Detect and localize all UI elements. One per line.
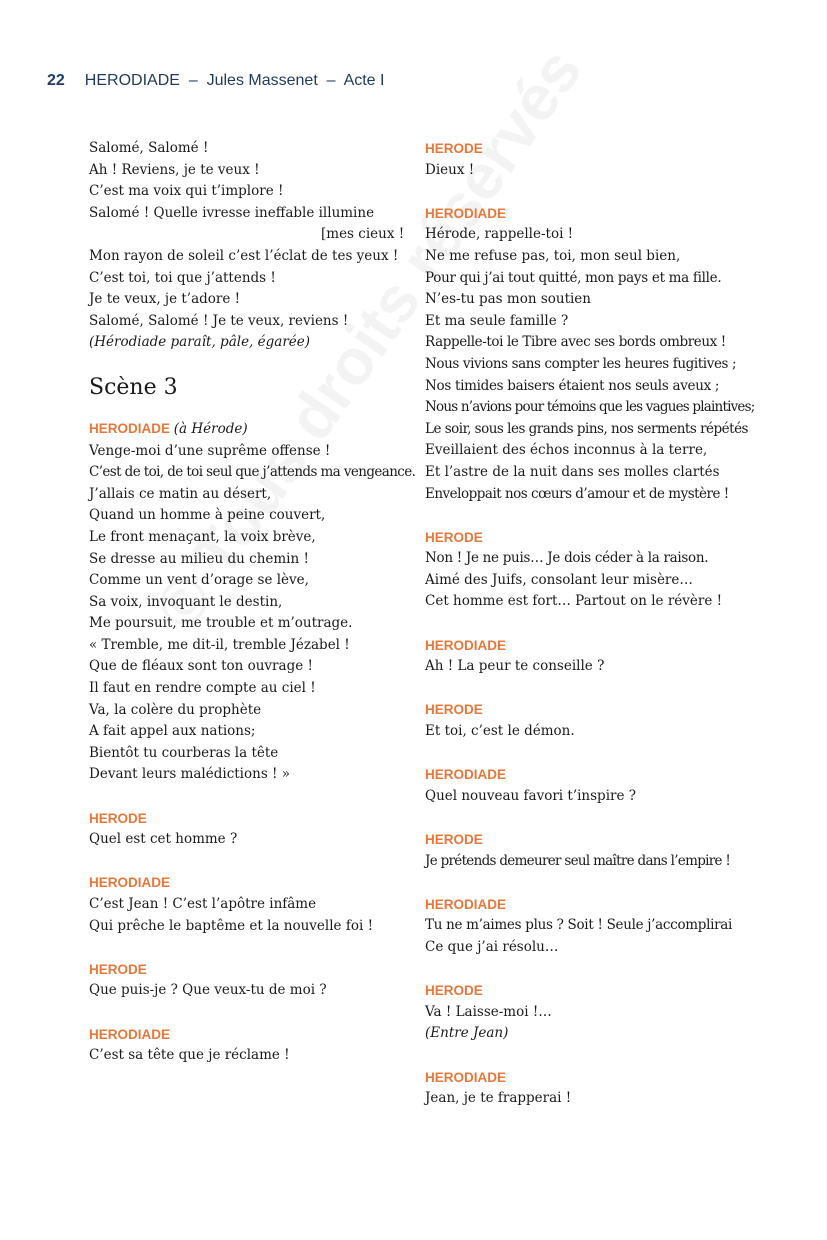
speaker-name: HERODE <box>425 702 483 718</box>
verse-line: Et toi, c’est le démon. <box>425 723 575 740</box>
speaker-name: HERODIADE <box>425 637 507 653</box>
dialogue-block <box>425 1067 745 1110</box>
verse-line: Comme un vent d’orage se lève, <box>89 572 309 589</box>
speaker-name: HERODIADE <box>425 767 507 783</box>
verse-line: Quel est cet homme ? <box>89 831 238 848</box>
verse-line: Jean, je te frapperai ! <box>425 1090 572 1107</box>
verse-line: Quel nouveau favori t’inspire ? <box>425 787 636 804</box>
verse-line: Salomé, Salomé ! Je te veux, reviens ! <box>89 312 349 329</box>
verse-line: Eveillaient des échos inconnus à la terre, <box>425 442 708 459</box>
verse-line: Tu ne m’aimes plus ? Soit ! Seule j’accomplirai <box>425 917 733 934</box>
verse-line-continuation: [mes cieux ! <box>321 226 405 243</box>
dialogue-block <box>425 699 745 742</box>
dialogue-block <box>425 635 745 678</box>
verse-line: Quand un homme à peine couvert, <box>89 507 326 524</box>
speaker-name: HERODIADE <box>425 205 507 221</box>
dialogue-block <box>89 808 409 851</box>
running-header <box>47 72 384 90</box>
stage-direction: (Entre Jean) <box>425 1025 509 1042</box>
verse-line: Il faut en rendre compte au ciel ! <box>89 680 316 697</box>
verse-line: Que de fléaux sont ton ouvrage ! <box>89 658 313 675</box>
verse-line: Aimé des Juifs, consolant leur misère… <box>425 571 693 588</box>
dialogue-block <box>425 980 745 1045</box>
verse-line: « Tremble, me dit-il, tremble Jézabel ! <box>89 636 350 653</box>
verse-line: Qui prêche le baptême et la nouvelle foi ! <box>89 917 373 934</box>
verse-line: C’est de toi, de toi seul que j’attends ma vengeance. <box>89 464 416 481</box>
verse-line: Me poursuit, me trouble et m’outrage. <box>89 615 353 632</box>
verse-line: Venge-moi d’une suprême offense ! <box>89 442 331 459</box>
dialogue-block <box>425 829 745 872</box>
verse-line: N’es-tu pas mon soutien <box>425 291 591 308</box>
stage-direction: (Hérodiade paraît, pâle, égarée) <box>89 334 311 351</box>
verse-line: Ce que j’ai résolu… <box>425 938 559 955</box>
dialogue-block <box>425 894 745 959</box>
speaker-name: HERODIADE <box>89 875 171 891</box>
speaker-name: HERODE <box>425 983 483 999</box>
verse-line: Et l’astre de la nuit dans ses molles clartés <box>425 463 720 480</box>
verse-line: Mon rayon de soleil c’est l’éclat de tes yeux ! <box>89 247 399 264</box>
verse-line: Je te veux, je t’adore ! <box>89 291 241 308</box>
running-title: HERODIADE – Jules Massenet – Acte I <box>84 72 385 89</box>
dialogue-block <box>89 872 409 937</box>
verse-line: Bientôt tu courberas la tête <box>89 744 279 761</box>
speaker-name: HERODE <box>89 810 147 826</box>
verse-line: Nous vivions sans compter les heures fugitives ; <box>425 355 737 372</box>
verse-block <box>89 138 409 354</box>
verse-line: Va, la colère du prophète <box>89 701 262 718</box>
verse-line: A fait appel aux nations; <box>89 723 256 740</box>
speaker-name: HERODE <box>89 961 147 977</box>
verse-line: Se dresse au milieu du chemin ! <box>89 550 309 567</box>
verse-line: C’est ma voix qui t’implore ! <box>89 183 284 200</box>
dialogue-block <box>89 959 409 1002</box>
speaker-name <box>89 418 409 441</box>
dialogue-block <box>425 527 745 613</box>
verse-line: Sa voix, invoquant le destin, <box>89 593 283 610</box>
dialogue-block <box>89 1024 409 1067</box>
dialogue-block <box>425 203 755 505</box>
left-column <box>89 138 416 1067</box>
verse-line: Et ma seule famille ? <box>425 312 569 329</box>
verse-line: Enveloppait nos cœurs d’amour et de mystère ! <box>425 485 729 502</box>
verse-line: Hérode, rappelle-toi ! <box>425 226 574 243</box>
speaker-name: HERODIADE <box>89 1026 171 1042</box>
dialogue-block <box>425 764 745 807</box>
verse-line: Pour qui j’ai tout quitté, mon pays et ma fille. <box>425 269 722 286</box>
verse-line: Je prétends demeurer seul maître dans l’empire ! <box>425 852 731 869</box>
speaker-name: HERODE <box>425 832 483 847</box>
verse-line: Ah ! La peur te conseille ? <box>425 658 605 675</box>
verse-line: C’est toi, toi que j’attends ! <box>89 269 276 286</box>
verse-line: C’est sa tête que je réclame ! <box>89 1047 290 1064</box>
verse-line: C’est Jean ! C’est l’apôtre infâme <box>89 896 317 912</box>
verse-line: Nous n’avions pour témoins que les vagues plaintives; <box>425 399 755 416</box>
stage-direction: (à Hérode) <box>173 420 248 437</box>
verse-line: Ne me refuse pas, toi, mon seul bien, <box>425 247 681 264</box>
verse-line: Le soir, sous les grands pins, nos serments répétés <box>425 420 748 437</box>
speaker-name: HERODE <box>425 529 483 545</box>
verse-line: Salomé, Salomé ! <box>89 140 209 156</box>
scene-title: Scène 3 <box>89 374 178 400</box>
speaker-name: HERODE <box>425 141 483 156</box>
verse-line: Ah ! Reviens, je te veux ! <box>89 161 260 178</box>
speaker-name: HERODIADE <box>425 1069 507 1085</box>
verse-line: Va ! Laisse-moi !… <box>425 1003 552 1020</box>
verse-line: Devant leurs malédictions ! » <box>89 766 291 783</box>
verse-line: Salomé ! Quelle ivresse ineffable illumine <box>89 204 375 221</box>
verse-line: Le front menaçant, la voix brève, <box>89 528 316 545</box>
dialogue-block <box>89 418 416 786</box>
verse-line: Non ! Je ne puis… Je dois céder à la raison. <box>425 550 709 567</box>
speaker-name: HERODIADE <box>425 896 507 912</box>
verse-line: Nos timides baisers étaient nos seuls aveux ; <box>425 377 720 394</box>
right-column <box>425 138 755 1110</box>
page-number: 22 <box>47 72 65 89</box>
speaker-label: HERODIADE <box>89 420 171 436</box>
verse-line: Cet homme est fort… Partout on le révère ! <box>425 593 723 610</box>
verse-line: Rappelle-toi le Tibre avec ses bords ombreux ! <box>425 334 726 351</box>
verse-line: Que puis-je ? Que veux-tu de moi ? <box>89 982 327 999</box>
verse-line: Dieux ! <box>425 161 475 178</box>
dialogue-block <box>425 138 745 181</box>
verse-line: J’allais ce matin au désert, <box>89 485 272 502</box>
